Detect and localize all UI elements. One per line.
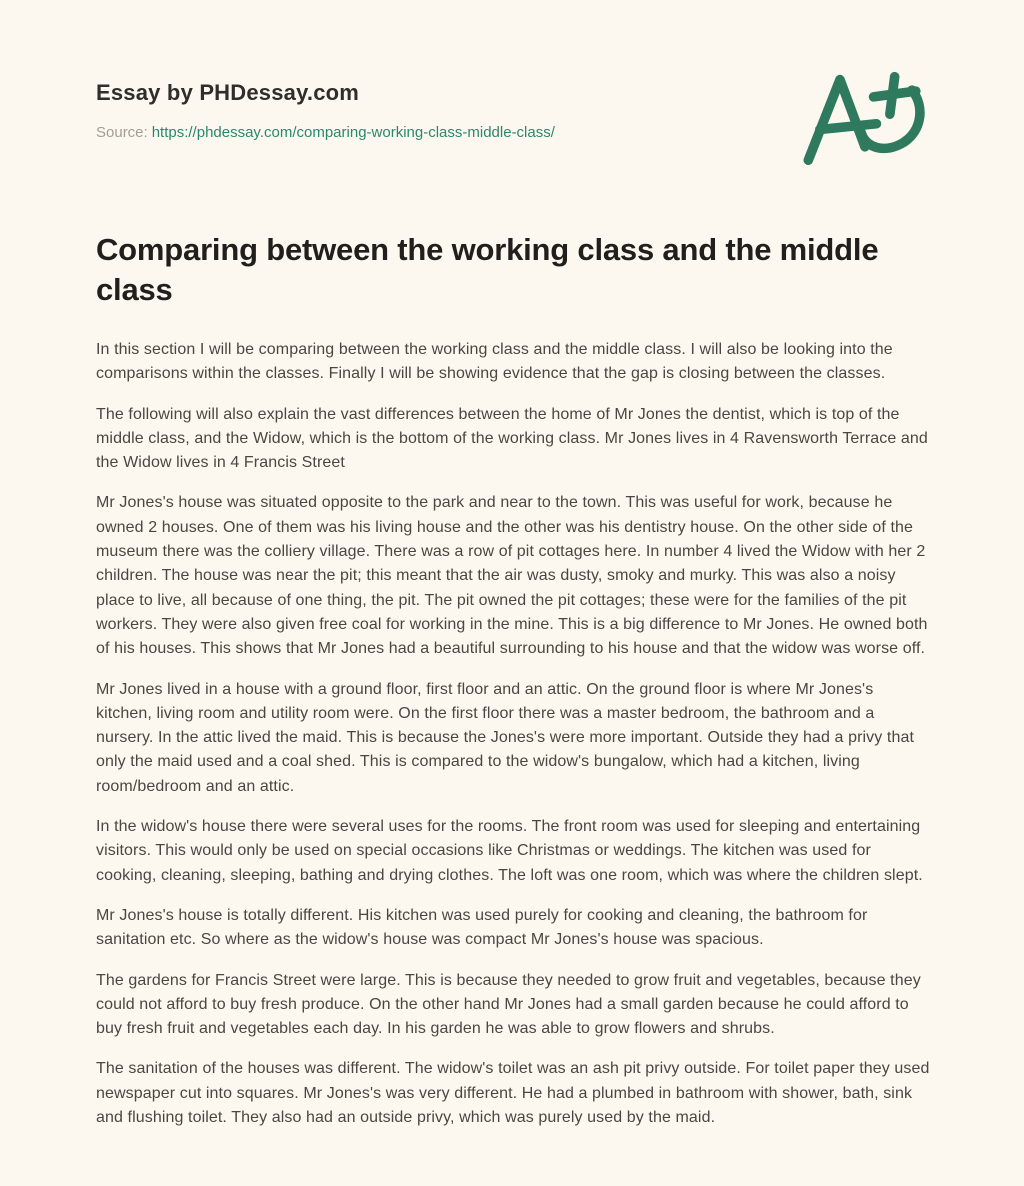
essay-paragraph: Mr Jones's house is totally different. His kitchen was used purely for cooking and cleaning, the bathroom for sanitation etc. So where as the widow's house was compact Mr Jones's house was spacious. bbox=[96, 906, 868, 949]
essay-paragraph: The sanitation of the houses was different. The widow's toilet was an ash pit privy outside. For toilet paper they used newspaper cut into squares. Mr Jones's was very different. He had a plumbed in bathroom with shower, bath, sink and flushing toilet. They also had an outside privy, which was purely used by the maid. bbox=[96, 1060, 930, 1127]
header bbox=[96, 76, 930, 166]
essay-paragraph: The following will also explain the vast differences between the home of Mr Jones the dentist, which is top of the middle class, and the Widow, which is the bottom of the working class. Mr Jones lives in 4 Ravensworth Terrace and the Widow lives in 4 Francis Street bbox=[96, 405, 928, 472]
essay-paragraph: Mr Jones lived in a house with a ground floor, first floor and an attic. On the ground floor is where Mr Jones's kitchen, living room and utility room were. On the first floor there was a master bedroom, the bathroom and a nursery. In the attic lived the maid. This is because the Jones's were more important. Outside they had a privy that only the maid used and a coal shed. This is compared to the widow's bungalow, which had a kitchen, living room/bedroom and an attic. bbox=[96, 680, 915, 795]
source-label: Source: bbox=[96, 124, 148, 141]
page-title: Comparing between the working class and the middle class bbox=[96, 232, 879, 307]
essay-paragraph: The gardens for Francis Street were large. This is because they needed to grow fruit and vegetables, because they could not afford to buy fresh produce. On the other hand Mr Jones had a small garden because he could afford to buy fresh fruit and vegetables each day. In his garden he was able to grow flowers and shrubs. bbox=[96, 971, 921, 1038]
essay-paragraph: In the widow's house there were several uses for the rooms. The front room was used for sleeping and entertaining visitors. This would only be used on special occasions like Christmas or weddings. The kitchen was used for cooking, cleaning, sleeping, bathing and drying clothes. The loft was one room, which was where the children slept. bbox=[96, 818, 923, 884]
essay-body bbox=[96, 338, 930, 1130]
essay-paragraph: In this section I will be comparing between the working class and the middle class. I will also be looking into the comparisons within the classes. Finally I will be showing evidence that the gap is closing between the classes. bbox=[96, 341, 893, 383]
essay-paragraph: Mr Jones's house was situated opposite to the park and near to the town. This was useful for work, because he owned 2 houses. One of them was his living house and the other was his dentistry house. On the other side of the museum there was the colliery village. There was a row of pit cottages here. In number 4 lived the Widow with her 2 children. The house was near the pit; this meant that the air was dusty, smoky and murky. This was also a noisy place to live, all because of one thing, the pit. The pit owned the pit cottages; these were for the families of the pit workers. They were also given free coal for working in the mine. This is a big difference to Mr Jones. He owned both of his houses. This shows that Mr Jones had a beautiful surrounding to his house and that the widow was worse off. bbox=[96, 494, 928, 658]
header-text-block bbox=[96, 76, 555, 141]
a-plus-logo-icon bbox=[798, 70, 928, 166]
source-link[interactable]: https://phdessay.com/comparing-working-class-middle-class/ bbox=[151, 124, 555, 141]
source-line bbox=[96, 124, 555, 141]
byline: Essay by PHDessay.com bbox=[96, 80, 360, 105]
